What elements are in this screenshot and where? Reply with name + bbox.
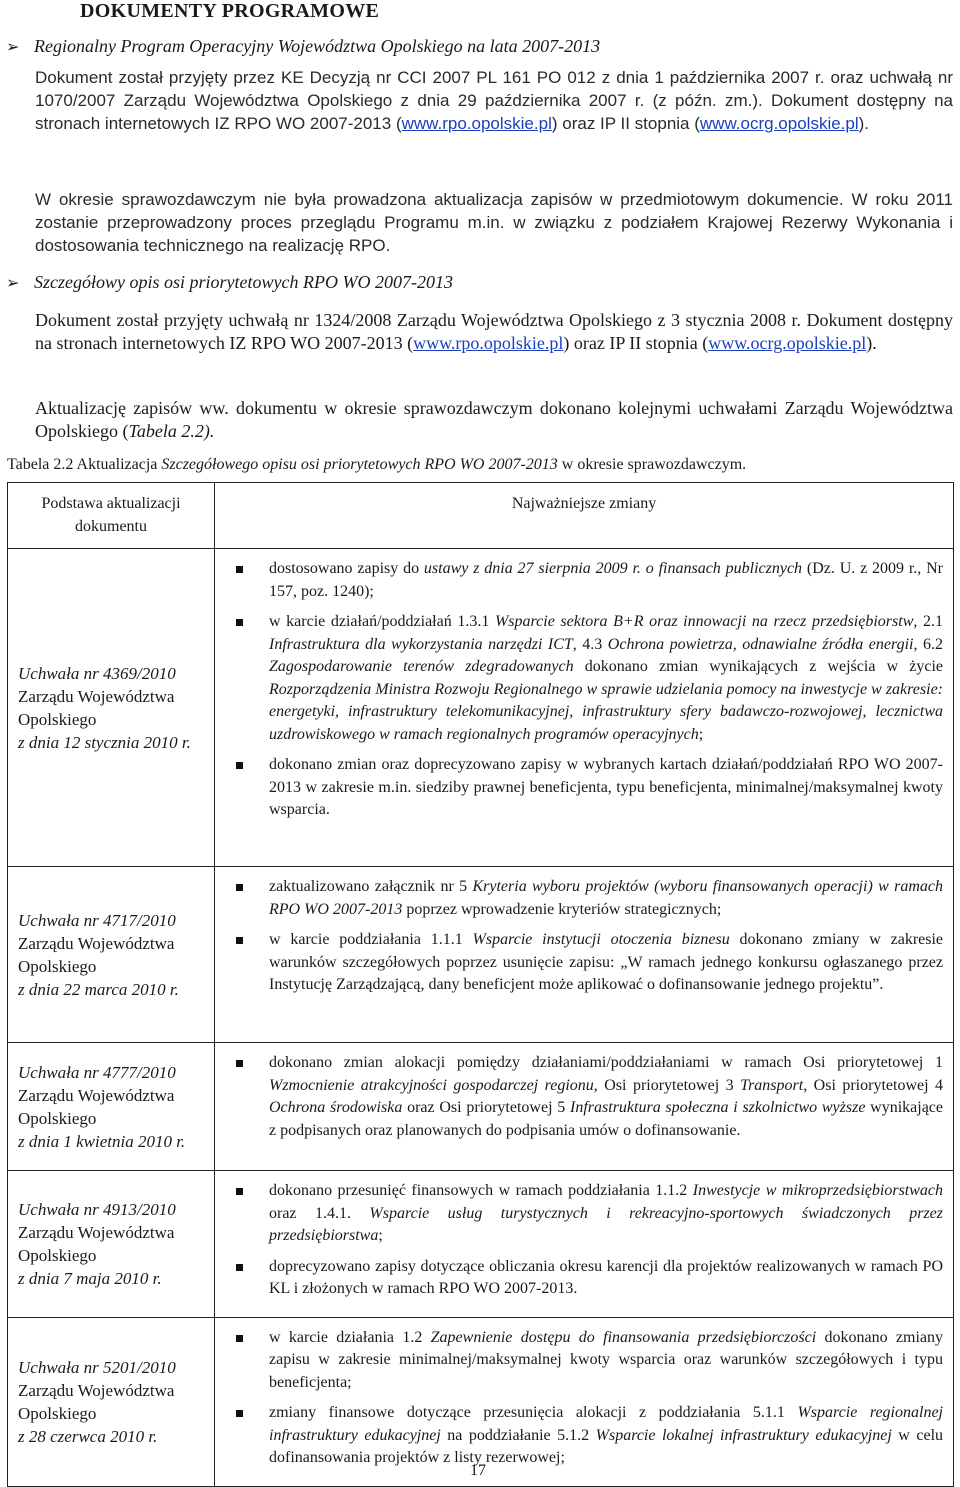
change-item: w karcie działania 1.2 Zapewnienie dostępu do finansowania przedsiębiorczości dokonano zmiany zapisu w zakresie minimalnej/maksymalnej kwoty wsparcia oraz warunków szczegółowych i typu beneficjenta; — [233, 1327, 943, 1395]
detailed-desc-text-3: ). — [866, 333, 877, 353]
rpo-link[interactable]: www.rpo.opolskie.pl — [401, 114, 552, 133]
resolution-body: Zarządu Województwa Opolskiego — [18, 933, 175, 976]
table-reference: Tabela 2.2). — [128, 421, 215, 441]
resolution-number: Uchwała nr 4777/2010 — [18, 1062, 176, 1082]
update-intro — [35, 397, 953, 443]
caption-label: Tabela 2. — [7, 456, 66, 473]
program-update-note: W okresie sprawozdawczym nie była prowadzona aktualizacja zapisów w przedmiotowym dokumencie. W roku 2011 zostanie przeprowadzony proces przeglądu Programu m.in. w związku z podziałem Krajowej Rezerwy Wykonania i dostosowania technicznego na realizację RPO. — [35, 190, 953, 255]
ocrg-link[interactable]: www.ocrg.opolskie.pl — [699, 114, 859, 133]
change-item: dokonano zmian oraz doprecyzowano zapisy w wybranych kartach działań/poddziałań RPO WO 2007-2013 w zakresie m.in. siedziby prawnej beneficjenta, typu beneficjenta, minimalnej/maksymalnej kwoty wsparcia. — [233, 754, 943, 822]
page-number: 17 — [470, 1462, 486, 1479]
rpo-link[interactable]: www.rpo.opolskie.pl — [413, 333, 564, 353]
resolution-body: Zarządu Województwa Opolskiego — [18, 1222, 175, 1265]
caption-rest: w okresie sprawozdawczym. — [557, 456, 747, 473]
basis-cell — [8, 1171, 215, 1318]
caption-italic: Szczegółowego opisu osi priorytetowych RPO WO 2007-2013 — [161, 456, 558, 473]
changes-cell — [215, 867, 954, 1043]
resolution-body: Zarządu Województwa Opolskiego — [18, 1085, 175, 1128]
resolution-date: z dnia 22 marca 2010 r. — [18, 979, 179, 999]
change-item: doprecyzowano zapisy dotyczące obliczania okresu karencji dla projektów realizowanych w ramach PO KL i złożonych w ramach RPO WO 2007-2013. — [233, 1256, 943, 1301]
program-desc-text: Dokument został przyjęty przez KE Decyzją nr CCI 2007 PL 161 PO 012 z dnia 1 października 2007 r. oraz uchwałą nr 1070/2007 Zarządu Województwa Opolskiego z dnia 29 października 2007 r. (z późn. zm.). Dokument dostępny na stronach internetowych IZ RPO WO 2007-2013 ( — [35, 68, 953, 133]
resolution-body: Zarządu Województwa Opolskiego — [18, 686, 175, 729]
table-row — [8, 1043, 954, 1171]
basis-cell — [8, 1043, 215, 1171]
change-item: w karcie poddziałania 1.1.1 Wsparcie instytucji otoczenia biznesu dokonano zmiany w zakresie warunków szczegółowych poprzez usunięcie zapisu: „W ramach jednego konkursu ogłaszanego przez Instytucję Zarządzającą, dany beneficjent może aplikować o dofinansowanie jednego projektu”. — [233, 929, 943, 997]
update-intro-text: Aktualizację zapisów ww. dokumentu w okresie sprawozdawczym dokonano kolejnymi uchwałami Zarządu Województwa Opolskiego ( — [35, 398, 953, 441]
detailed-description-text — [35, 309, 953, 355]
caption-num: 2 Aktualizacja — [65, 456, 162, 473]
table-header-row — [8, 483, 954, 549]
change-item: zaktualizowano załącznik nr 5 Kryteria wyboru projektów (wyboru finansowanych operacji) w ramach RPO WO 2007-2013 poprzez wprowadzenie kryteriów strategicznych; — [233, 876, 943, 921]
arrow-bullet-icon: ➢ — [6, 275, 20, 292]
change-item: dostosowano zapisy do ustawy z dnia 27 sierpnia 2009 r. o finansach publicznych (Dz. U. z 2009 r., Nr 157, poz. 1240); — [233, 558, 943, 603]
program-desc-text-3: ). — [858, 114, 870, 133]
resolution-number: Uchwała nr 4913/2010 — [18, 1199, 176, 1219]
resolution-date: z dnia 1 kwietnia 2010 r. — [18, 1131, 186, 1151]
change-item: dokonano przesunięć finansowych w ramach poddziałania 1.1.2 Inwestycje w mikroprzedsiębiorstwach oraz 1.4.1. Wsparcie usług turystycznych i rekreacyjno-sportowych świadczonych przez przedsiębiorstwa; — [233, 1180, 943, 1248]
section-heading: DOKUMENTY PROGRAMOWE — [80, 0, 380, 22]
table-row — [8, 1317, 954, 1486]
detailed-desc-text: Dokument został przyjęty uchwałą nr 1324/2008 Zarządu Województwa Opolskiego z 3 stycznia 2008 r. Dokument dostępny na stronach internetowych IZ RPO WO 2007-2013 ( — [35, 310, 953, 353]
program-bullet-heading — [6, 36, 600, 57]
table-row — [8, 1171, 954, 1318]
change-item: zmiany finansowe dotyczące przesunięcia alokacji z poddziałania 5.1.1 Wsparcie regionalnej infrastruktury edukacyjnej na poddziałanie 5.1.2 Wsparcie lokalnej infrastruktury edukacyjnej w celu dofinansowania projektów z listy rezerwowej; — [233, 1402, 943, 1470]
updates-table — [7, 482, 954, 1487]
basis-cell — [8, 867, 215, 1043]
resolution-date: z dnia 7 maja 2010 r. — [18, 1268, 162, 1288]
detailed-desc-text-2: ) oraz IP II stopnia ( — [563, 333, 709, 353]
changes-cell — [215, 1043, 954, 1171]
program-title: Regionalny Program Operacyjny Województwa Opolskiego na lata 2007-2013 — [34, 36, 601, 56]
detailed-description-title: Szczegółowy opis osi priorytetowych RPO WO 2007-2013 — [34, 272, 453, 292]
changes-cell — [215, 1171, 954, 1318]
table-caption — [7, 456, 746, 474]
program-desc-text-2: ) oraz IP II stopnia ( — [551, 114, 700, 133]
change-item: dokonano zmian alokacji pomiędzy działaniami/poddziałaniami w ramach Osi priorytetowej 1 Wzmocnienie atrakcyjności gospodarczej regionu, Osi priorytetowej 3 Transport, Osi priorytetowej 4 Ochrona środowiska oraz Osi priorytetowej 5 Infrastruktura społeczna i szkolnictwo wyższe wynikające z podpisanych oraz planowanych do podpisania umów o dofinansowanie. — [233, 1052, 943, 1142]
basis-cell — [8, 1317, 215, 1486]
arrow-bullet-icon: ➢ — [6, 39, 20, 56]
header-basis: Podstawa aktualizacji dokumentu — [8, 483, 215, 549]
header-changes: Najważniejsze zmiany — [215, 483, 954, 549]
resolution-body: Zarządu Województwa Opolskiego — [18, 1380, 175, 1423]
resolution-number: Uchwała nr 4717/2010 — [18, 910, 176, 930]
resolution-date: z dnia 12 stycznia 2010 r. — [18, 732, 191, 752]
program-description — [35, 66, 953, 135]
ocrg-link[interactable]: www.ocrg.opolskie.pl — [708, 333, 867, 353]
change-item: w karcie działań/poddziałań 1.3.1 Wsparcie sektora B+R oraz innowacji na rzecz przedsiębiorstw, 2.1 Infrastruktura dla wykorzystania narzędzi ICT, 4.3 Ochrona powietrza, odnawialne źródła energii, 6.2 Zagospodarowanie terenów zdegradowanych dokonano zmian wynikających z wejścia w życie Rozporządzenia Ministra Rozwoju Regionalnego w sprawie udzielania pomocy na inwestycje w zakresie: energetyki, infrastruktury telekomunikacyjnej, infrastruktury sfery badawczo-rozwojowej, lecznictwa uzdrowiskowego w ramach regionalnych programów operacyjnych; — [233, 611, 943, 746]
table-row — [8, 867, 954, 1043]
resolution-number: Uchwała nr 4369/2010 — [18, 663, 176, 683]
table-row — [8, 549, 954, 867]
resolution-number: Uchwała nr 5201/2010 — [18, 1357, 176, 1377]
detailed-description-heading — [6, 272, 453, 293]
basis-cell — [8, 549, 215, 867]
changes-cell — [215, 1317, 954, 1486]
changes-cell — [215, 549, 954, 867]
resolution-date: z 28 czerwca 2010 r. — [18, 1426, 158, 1446]
